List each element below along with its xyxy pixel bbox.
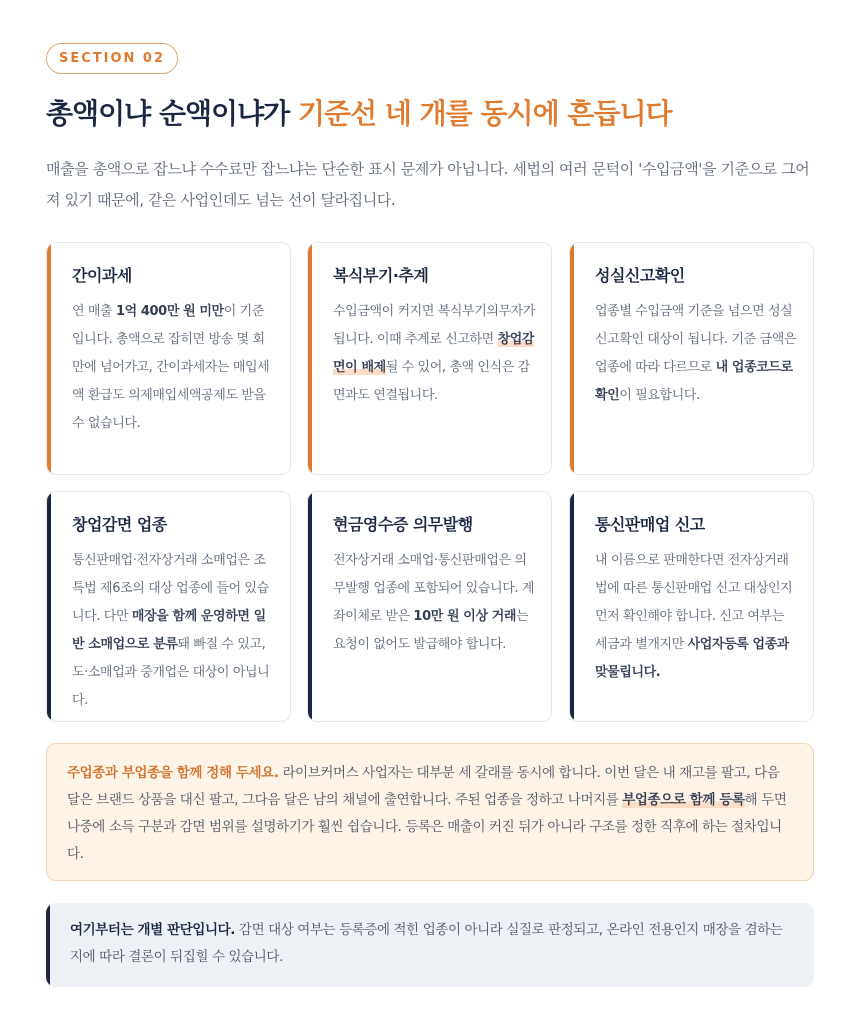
title-accent: 기준선 네 개를 동시에 흔듭니다 (297, 97, 672, 130)
judgment-lead: 여기부터는 개별 판단입니다. (70, 922, 236, 938)
tip-highlight: 부업종으로 함께 등록 (622, 792, 745, 808)
individual-judgment-note: 여기부터는 개별 판단입니다. 감면 대상 여부는 등록증에 적힌 업종이 아니라 실질로 판정되고, 온라인 전용인지 매장을 겸하는지에 따라 결론이 뒤집힐 수 있습니다. (46, 903, 814, 987)
card-title: 성실신고확인 (595, 266, 685, 285)
card-body: 통신판매업·전자상거래 소매업은 조특법 제6조의 대상 업종에 들어 있습니다. 다만 매장을 함께 운영하면 일반 소매업으로 분류돼 빠질 수 있고, 도·소매업과 중개업은 대상이 아닙니다. (72, 553, 270, 708)
card-title: 간이과세 (72, 266, 132, 285)
tip-note: 주업종과 부업종을 함께 정해 두세요. 라이브커머스 사업자는 대부분 세 갈래를 동시에 합니다. 이번 달은 내 재고를 팔고, 다음 달은 브랜드 상품을 대신 팔고, 그다음 달은 남의 채널에 출연합니다. 주된 업종을 정하고 나머지를 부업종으로 함께 등록해 두면 나중에 소득 구분과 감면 범위를 설명하기가 훨씬 쉽습니다. 등록은 매출이 커진 뒤가 아니라 구조를 정한 직후에 하는 절차입니다. (46, 743, 814, 881)
card-mail-order-registration (569, 491, 814, 722)
section-badge: SECTION 02 (46, 43, 178, 74)
card-body: 전자상거래 소매업·통신판매업은 의무발행 업종에 포함되어 있습니다. 계좌이체로 받은 10만 원 이상 거래는 요청이 없어도 발급해야 합니다. (333, 553, 535, 652)
card-title: 복식부기·추계 (333, 266, 429, 285)
card-body: 업종별 수입금액 기준을 넘으면 성실신고확인 대상이 됩니다. 기준 금액은 업종에 따라 다르므로 내 업종코드로 확인이 필요합니다. (595, 304, 797, 403)
card-body: 내 이름으로 판매한다면 전자상거래법에 따른 통신판매업 신고 대상인지 먼저 확인해야 합니다. 신고 여부는 세금과 별개지만 사업자등록 업종과 맞물립니다. (595, 553, 793, 680)
card-cash-receipt-mandatory (307, 491, 552, 722)
tip-lead: 주업종과 부업종을 함께 정해 두세요. (67, 765, 279, 781)
card-faithful-filing-check (569, 242, 814, 475)
card-body: 연 매출 1억 400만 원 미만이 기준입니다. 총액으로 잡히면 방송 몇 회 만에 넘어가고, 간이과세자는 매입세액 환급도 의제매입세액공제도 받을 수 없습니다. (72, 304, 270, 431)
card-title: 창업감면 업종 (72, 515, 167, 534)
card-startup-reduction-industry (46, 491, 291, 722)
card-simplified-taxation (46, 242, 291, 475)
title-main: 총액이냐 순액이냐가 (46, 97, 298, 130)
card-title: 통신판매업 신고 (595, 515, 705, 534)
card-double-entry-bookkeeping (307, 242, 552, 475)
card-body: 수입금액이 커지면 복식부기의무자가 됩니다. 이때 추계로 신고하면 창업감면이 배제될 수 있어, 총액 인식은 감면과도 연결됩니다. (333, 304, 535, 403)
page-title (46, 92, 836, 132)
card-title: 현금영수증 의무발행 (333, 515, 473, 534)
intro-text: 매출을 총액으로 잡느냐 수수료만 잡느냐는 단순한 표시 문제가 아닙니다. 세법의 여러 문턱이 '수입금액'을 기준으로 그어져 있기 때문에, 같은 사업인데도 넘는 선이 달라집니다. (46, 160, 810, 209)
